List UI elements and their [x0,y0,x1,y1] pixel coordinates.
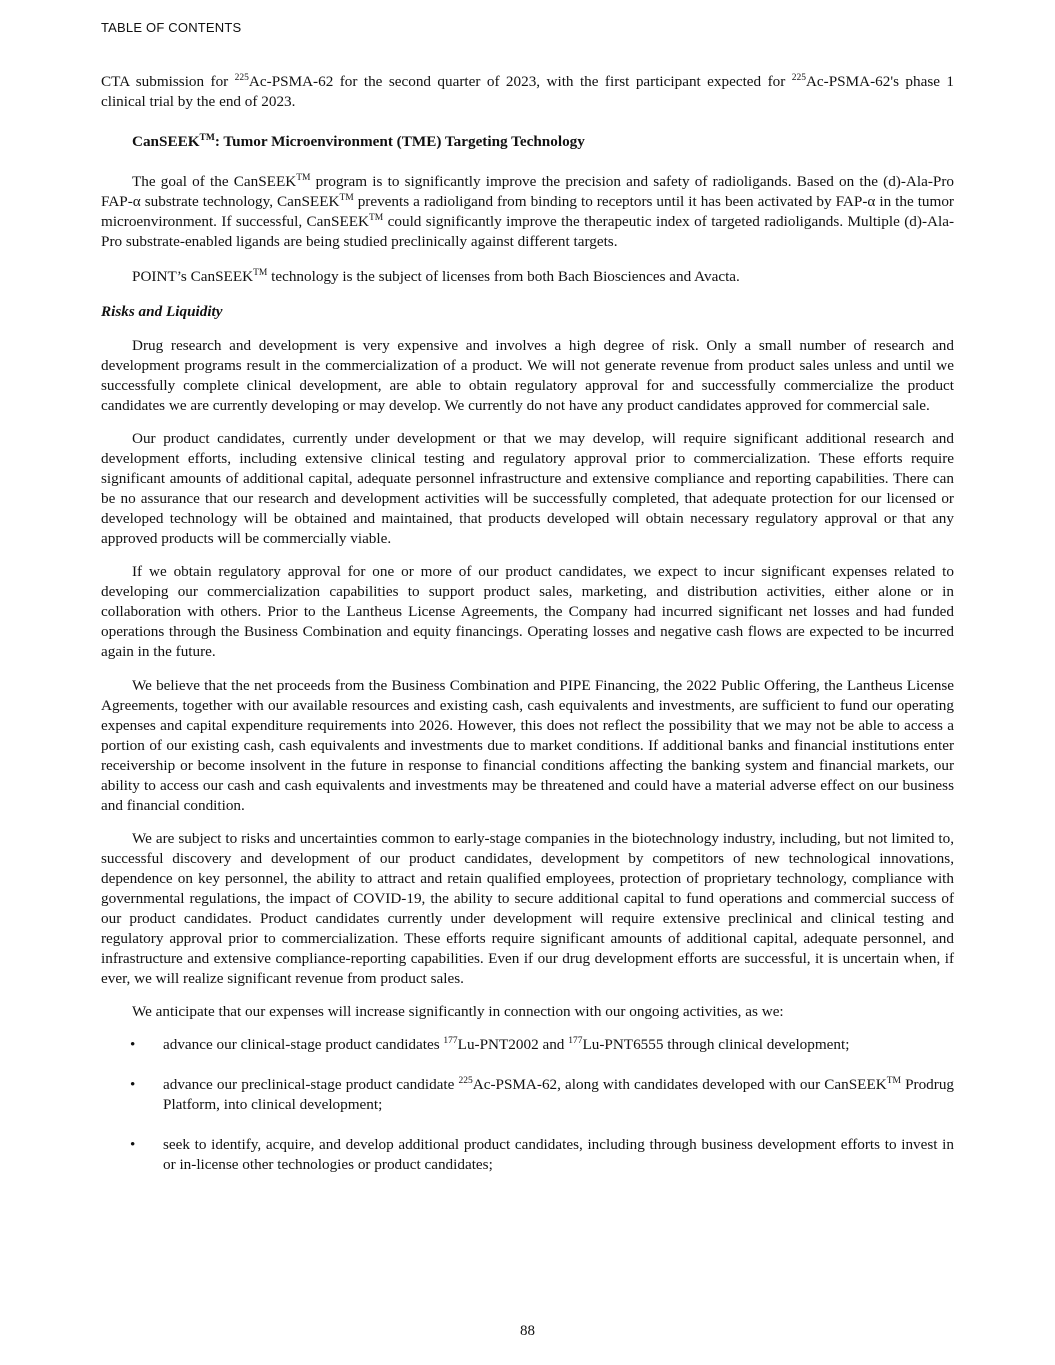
bullet-icon: • [130,1076,136,1093]
risks-paragraph-1: Drug research and development is very expensive and involves a high degree of risk. Only a small number of research and development programs result in the commercialization of a product. We will not generate revenue from product sales unless and until we successfully complete clinical development, are able to obtain regulatory approval for and successfully commercialize the product candidates we are currently developing or may develop. We currently do not have any product candidates approved for commercial sale. [101,337,954,414]
risks-heading: Risks and Liquidity [101,303,223,320]
bullet-icon: • [130,1136,136,1153]
canseek-paragraph-2: POINT’s CanSEEK™ technology is the subject of licenses from both Bach Biosciences and Avacta. [132,268,740,285]
risks-paragraph-4: We believe that the net proceeds from the Business Combination and PIPE Financing, the 2022 Public Offering, the Lantheus License Agreements, together with our available resources and existing cash, cash equivalents and investments, are sufficient to fund our operating expenses and capital expenditure requirements into 2026. However, this does not reflect the possibility that we may not be able to access a portion of our existing cash, cash equivalents and investments due to market conditions. If additional banks and financial institutions enter receivership or become insolvent in the future in response to financial conditions affecting the banking system and financial markets, our ability to access our cash and cash equivalents and investments may be threatened and could have a material adverse effect on our business and financial condition. [101,677,954,814]
activities-list [101,1035,954,1175]
intro-paragraph: CTA submission for $^{225}$Ac-PSMA-62 for the second quarter of 2023, with the first participant expected for $^{225}$Ac-PSMA-62's phase 1 clinical trial by the end of 2023. [101,73,954,110]
list-item: • advance our clinical-stage product candidates $^{177}$Lu-PNT2002 and $^{177}$Lu-PNT6555 through clinical development; [130,1036,850,1053]
page-body [101,72,954,1175]
list-item: • advance our preclinical-stage product candidate $^{225}$Ac-PSMA-62, along with candidates developed with our CanSEEK™ Prodrug Platform, into clinical development; [130,1076,955,1113]
canseek-paragraph-1: The goal of the CanSEEK™ program is to significantly improve the precision and safety of radioligands. Based on the (d)-Ala-Pro FAP-α substrate technology, CanSEEK™ prevents a radioligand from binding to receptors until it has been activated by FAP-α in the tumor microenvironment. If successful, CanSEEK™ could significantly improve the therapeutic index of targeted radioligands. Multiple (d)-Ala-Pro substrate-enabled ligands are being studied preclinically against different targets. [101,173,954,250]
bullet-icon: • [130,1036,136,1053]
canseek-heading: CanSEEK™: Tumor Microenvironment (TME) Targeting Technology [132,133,585,150]
table-of-contents-link[interactable]: TABLE OF CONTENTS [101,20,242,35]
risks-paragraph-2: Our product candidates, currently under development or that we may develop, will require significant additional research and development efforts, including extensive clinical testing and regulatory approval prior to commercialization. These efforts require significant amounts of additional capital, adequate personnel infrastructure and extensive compliance and reporting capabilities. There can be no assurance that our research and development activities will be successfully completed, that adequate protection for our licensed or developed technology will be obtained and maintained, that products developed will obtain necessary regulatory approval or that any approved products will be commercially viable. [101,430,954,547]
page-number: 88 [520,1323,535,1339]
risks-paragraph-5: We are subject to risks and uncertainties common to early-stage companies in the biotechnology industry, including, but not limited to, successful discovery and development of our product candidates, development by competitors of new technological innovations, dependence on key personnel, the ability to attract and retain qualified employees, protection of proprietary technology, compliance with governmental regulations, the impact of COVID-19, the ability to secure additional capital to fund operations and commercial success of our product candidates. Product candidates currently under development will require extensive preclinical and clinical testing and regulatory approval prior to commercialization. These efforts require significant amounts of additional capital, adequate personnel, and infrastructure and extensive compliance-reporting capabilities. Even if our drug development efforts are successful, it is uncertain when, if ever, we will realize significant revenue from product sales. [101,830,954,987]
risks-paragraph-3: If we obtain regulatory approval for one or more of our product candidates, we expect to incur significant expenses related to developing our commercialization capabilities to support product sales, marketing, and distribution activities, either alone or in collaboration with others. Prior to the Lantheus License Agreements, the Company had incurred significant net losses and had funded operations through the Business Combination and equity financings. Operating losses and negative cash flows are expected to be incurred again in the future. [101,563,954,660]
list-item: • seek to identify, acquire, and develop additional product candidates, including through business development efforts to invest in or in-license other technologies or product candidates; [130,1136,954,1173]
risks-paragraph-6: We anticipate that our expenses will increase significantly in connection with our ongoing activities, as we: [132,1003,784,1020]
